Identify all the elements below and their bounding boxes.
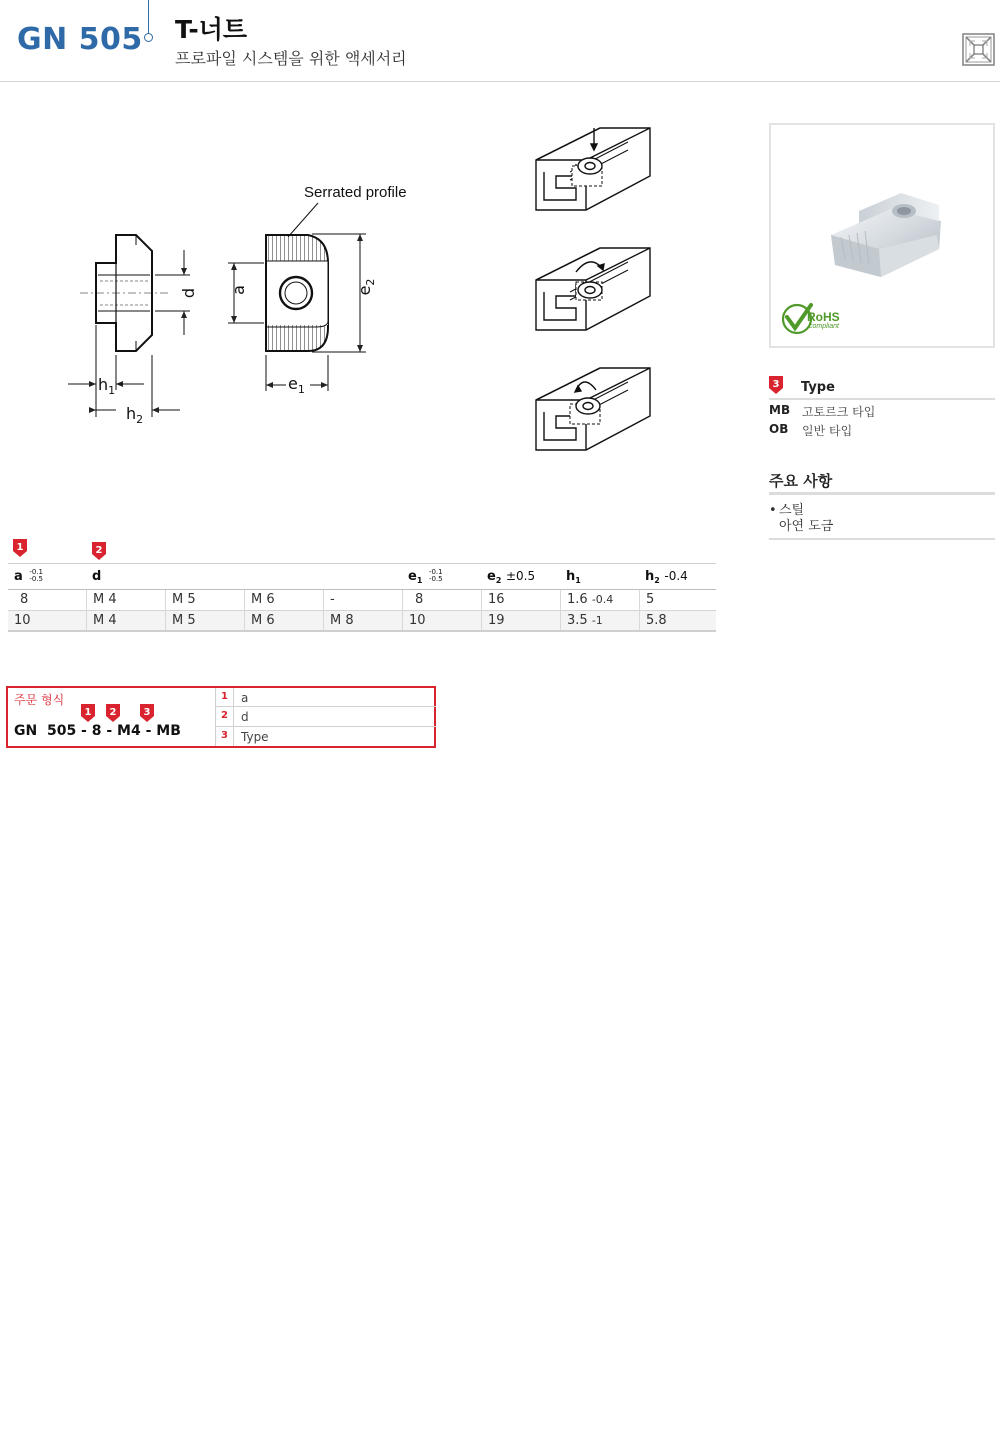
- serrated-leader-line: [288, 203, 318, 237]
- marker-1-icon: [81, 704, 95, 722]
- product-code: GN 505: [17, 22, 143, 57]
- dim-d-label: d: [179, 287, 198, 299]
- table-row: 8 M 4 M 5 M 6 - 8 16 1.6 -0.4 5: [8, 590, 716, 611]
- install-step-3: [536, 368, 650, 450]
- header-divider-dot: [144, 33, 153, 42]
- header-h1: $h_1$: [566, 569, 581, 585]
- svg-text:1: 1: [84, 707, 92, 718]
- dim-a-label: a: [229, 285, 248, 295]
- dim-e1-label: $e_1$: [288, 374, 305, 396]
- dimension-table: [8, 563, 716, 632]
- table-markers: [8, 538, 728, 562]
- svg-text:3: 3: [772, 379, 780, 390]
- front-view: [266, 235, 328, 351]
- type-value: 일반 타입: [802, 424, 853, 438]
- marker-3-icon: [769, 376, 783, 394]
- product-title: T-너트: [175, 15, 248, 44]
- ordering-legend-item: 2 d: [216, 707, 436, 726]
- install-step-1: [536, 128, 650, 210]
- notes-item: 아연 도금: [779, 519, 834, 534]
- dim-e2-label: $e_2$: [355, 278, 377, 296]
- bullet-icon: •: [769, 503, 777, 518]
- product-photo-box: [769, 123, 995, 348]
- svg-text:2: 2: [109, 707, 117, 718]
- marker-1-icon: [13, 539, 27, 557]
- ordering-legend: [215, 688, 436, 746]
- svg-text:1: 1: [16, 542, 24, 553]
- profile-system-icon: [962, 33, 995, 66]
- type-key: OB: [769, 422, 789, 436]
- technical-drawing: [60, 175, 440, 435]
- header-h2: $h_2$ -0.4: [645, 569, 688, 585]
- notes-item: • 스틸: [769, 503, 805, 518]
- type-panel: [769, 376, 995, 438]
- dim-h1-label: $h_1$: [98, 375, 116, 397]
- side-view: [80, 235, 170, 351]
- type-panel-title: Type: [801, 380, 835, 395]
- svg-text:2: 2: [95, 545, 103, 556]
- type-row-ob: [769, 419, 995, 438]
- marker-2-icon: [106, 704, 120, 722]
- table-row: 10 M 4 M 5 M 6 M 8 10 19 3.5 -1 5.8: [8, 611, 716, 632]
- rohs-compliant-text: compliant: [809, 323, 839, 330]
- header-e1: $e_1$ -0.1 -0.5: [408, 568, 443, 585]
- notes-body: [769, 495, 995, 540]
- ordering-legend-item: 1 a: [216, 688, 436, 707]
- install-step-2: [536, 248, 650, 330]
- product-subtitle: 프로파일 시스템을 위한 액세서리: [175, 49, 407, 68]
- installation-steps-drawing: [530, 120, 660, 480]
- dim-h2-label: $h_2$: [126, 404, 144, 426]
- notes-title: 주요 사항: [769, 468, 995, 495]
- ordering-example-box: [6, 686, 436, 748]
- rohs-badge: [781, 301, 851, 337]
- svg-text:3: 3: [143, 707, 151, 718]
- ordering-code: GN 505 - 8 - M4 - MB: [14, 723, 181, 739]
- marker-2-icon: [92, 542, 106, 560]
- header-d: d: [92, 569, 102, 584]
- ordering-title: 주문 형식: [14, 693, 65, 707]
- page-header: [0, 0, 1000, 82]
- header-divider-line: [148, 0, 149, 33]
- type-value: 고토르크 타입: [802, 405, 876, 419]
- serrated-profile-label: Serrated profile: [304, 184, 407, 201]
- header-e2: $e_2 \pm 0.5$: [487, 569, 536, 585]
- notes-panel: [769, 468, 995, 540]
- ordering-legend-item: 3 Type: [216, 727, 436, 746]
- type-panel-header: [769, 376, 995, 400]
- marker-3-icon: [140, 704, 154, 722]
- rohs-text: RoHS: [807, 310, 840, 324]
- type-row-mb: [769, 400, 995, 419]
- type-key: MB: [769, 403, 791, 417]
- header-a: a -0.1 -0.5: [14, 568, 43, 584]
- table-header-row: [8, 563, 716, 590]
